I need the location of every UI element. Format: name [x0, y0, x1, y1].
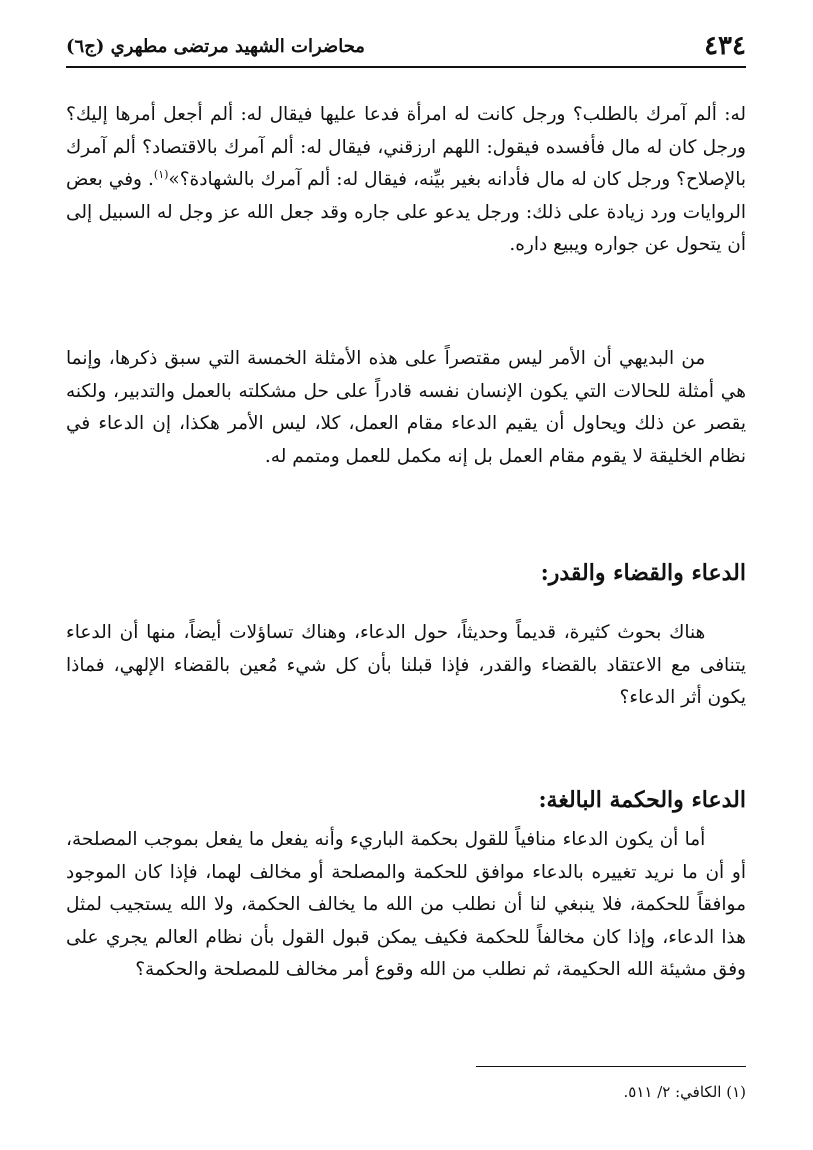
- paragraph-text-continued: . وفي بعض الروايات ورد زيادة على ذلك: ورجل يدعو على جاره وقد جعل الله عز وجل له السبيل إلى أن يتحول عن جواره ويبيع داره.: [66, 169, 746, 255]
- paragraph-text: له: ألم آمرك بالطلب؟ ورجل كانت له امرأة فدعا عليها فيقال له: ألم أجعل أمرها إليك؟ ورجل كان له مال فأفسده فيقول: اللهم ارزقني، فيقال له: ألم آمرك بالاقتصاد؟ ألم آمرك بالإصلاح؟ ورجل كان له مال فأدانه بغير بيِّنه، فيقال له: ألم آمرك بالشهادة؟»: [66, 104, 747, 190]
- footnote-reference[interactable]: (١): [153, 167, 169, 181]
- paragraph-3: هناك بحوث كثيرة، قديماً وحديثاً، حول الدعاء، وهناك تساؤلات أيضاً، منها أن الدعاء يتنافى مع الاعتقاد بالقضاء والقدر، فإذا قبلنا بأن كل شيء مُعين بالقضاء الإلهي، فماذا يكون أثر الدعاء؟: [66, 622, 746, 708]
- page-header: [66, 26, 746, 68]
- section-heading-supplication-wisdom: الدعاء والحكمة البالغة:: [538, 787, 746, 813]
- footnote: (١) الكافي: ٢/ ٥١١.: [623, 1083, 746, 1101]
- section-heading-supplication-fate: الدعاء والقضاء والقدر:: [540, 560, 746, 586]
- paragraph-1: [66, 99, 746, 262]
- paragraph-2: من البديهي أن الأمر ليس مقتصراً على هذه الأمثلة الخمسة التي سبق ذكرها، وإنما هي أمثلة للحالات التي يكون الإنسان نفسه قادراً على حل مشكلته بالعمل والتدبير، ولكنه يقصر عن ذلك ويحاول أن يقيم الدعاء مقام العمل، كلا، ليس الأمر هكذا، إن الدعاء في نظام الخليقة لا يقوم مقام العمل بل إنه مكمل للعمل ومتمم له.: [66, 348, 746, 467]
- footnote-divider: [476, 1066, 746, 1067]
- page-number: ٤٣٤: [704, 31, 746, 61]
- paragraph-4: أما أن يكون الدعاء منافياً للقول بحكمة الباريء وأنه يفعل ما يفعل بموجب المصلحة، أو أن ما نريد تغييره بالدعاء موافق للحكمة والمصلحة أو مخالف لهما، فإذا كان الموجود موافقاً للحكمة، فلا ينبغي لنا أن نطلب من الله ما يخالف الحكمة، ولا الله يستجيب لمثل هذا الدعاء، وإذا كان مخالفاً للحكمة فكيف يمكن قبول القول بأن نظام العالم يجري على وفق مشيئة الله الحكيمة، ثم نطلب من الله وقوع أمر مخالف للمصلحة والحكمة؟: [66, 829, 746, 980]
- running-title: محاضرات الشهيد مرتضى مطهري (ج٦): [66, 35, 365, 57]
